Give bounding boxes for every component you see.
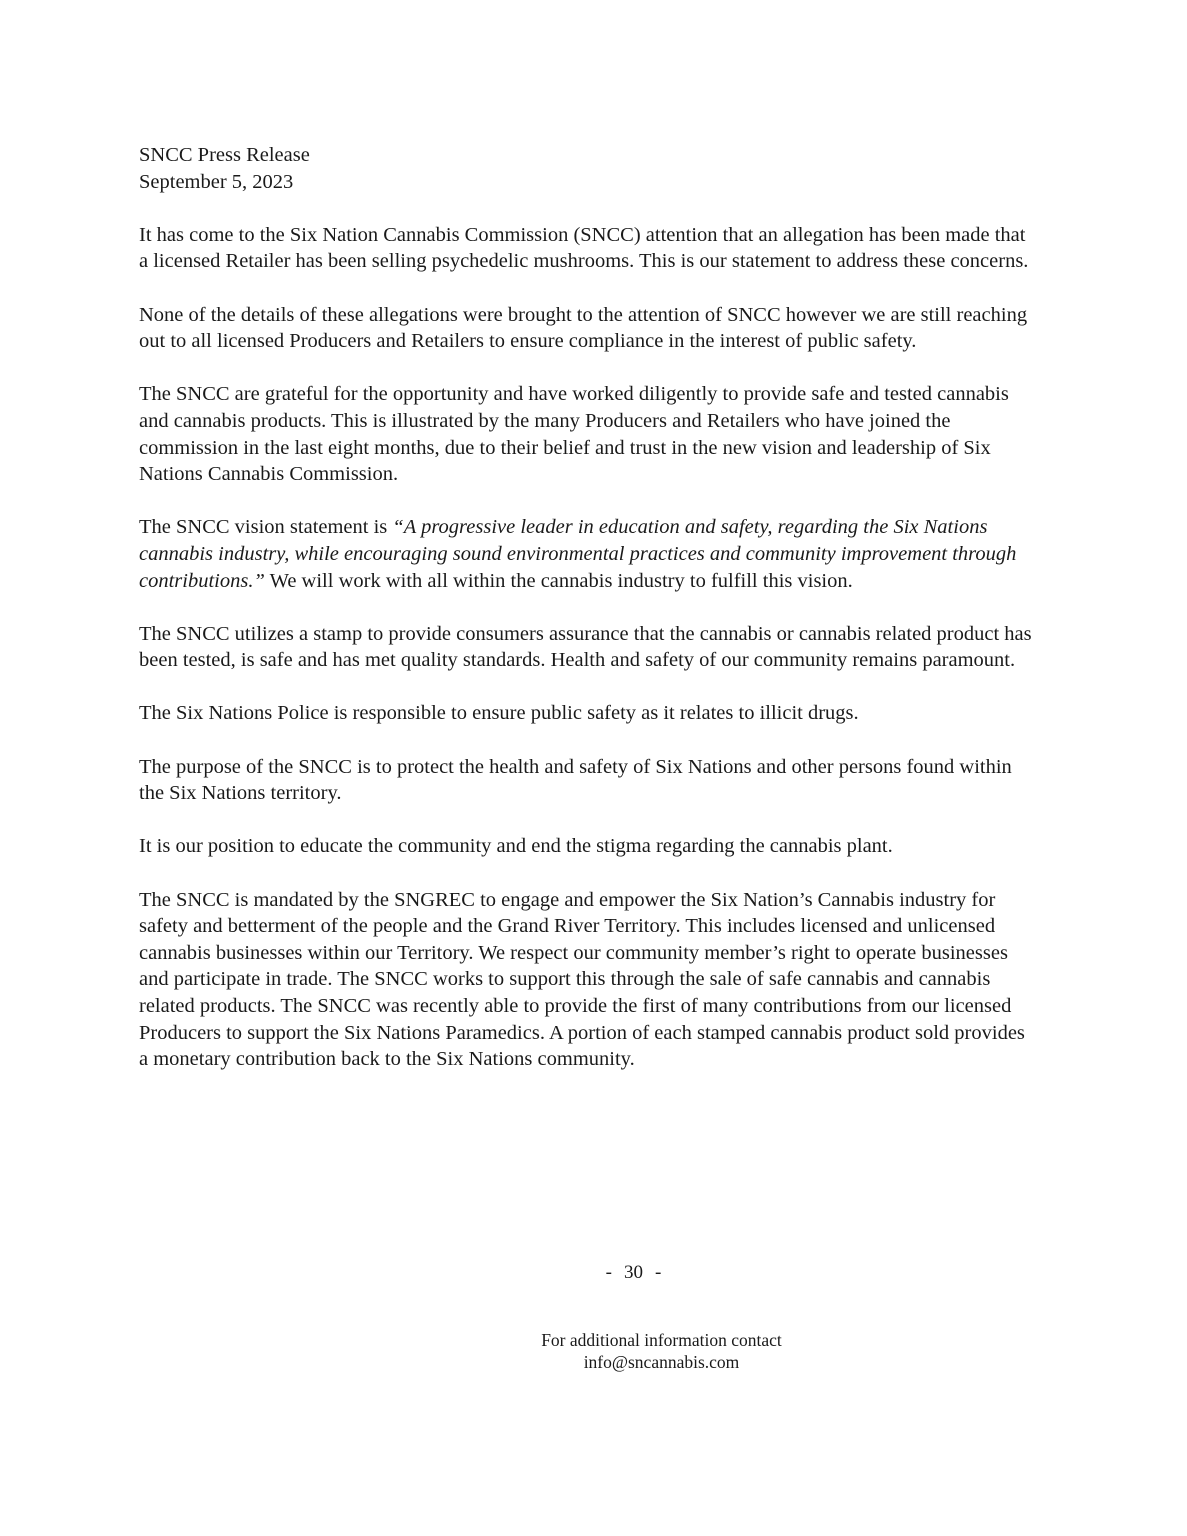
- footer-contact-line: For additional information contact: [541, 1330, 782, 1350]
- page-number-dash-right: -: [655, 1262, 662, 1283]
- paragraph-police: The Six Nations Police is responsible to ensure public safety as it relates to illicit drugs.: [139, 702, 859, 725]
- document-title: SNCC Press Release: [139, 144, 310, 166]
- paragraph-allegation: It has come to the Six Nation Cannabis Commission (SNCC) attention that an allegation has been made that a licensed Retailer has been selling psychedelic mushrooms. This is our statement to address these concerns.: [139, 223, 1029, 273]
- paragraph-vision-statement: [139, 514, 1039, 594]
- vision-tail-text: We will work with all within the cannabis industry to fulfill this vision.: [264, 569, 853, 592]
- document-body: [139, 142, 1039, 1073]
- paragraph-stamp: The SNCC utilizes a stamp to provide consumers assurance that the cannabis or cannabis related product has been tested, is safe and has met quality standards. Health and safety of our community remains paramount.: [139, 622, 1032, 672]
- page-number-dash-left: -: [605, 1262, 612, 1283]
- vision-quote: “A progressive leader in education and safety, regarding the Six Nations cannabis industry, while encouraging sound environmental practices and community improvement through contributions.”: [139, 516, 1017, 592]
- page-number: [40, 1262, 1187, 1284]
- paragraph-gratitude: The SNCC are grateful for the opportunity and have worked diligently to provide safe and tested cannabis and cannabis products. This is illustrated by the many Producers and Retailers who have joined the commission in the last eight months, due to their belief and trust in the new vision and leadership of Six Nations Cannabis Commission.: [139, 383, 1009, 486]
- paragraph-compliance: None of the details of these allegations were brought to the attention of SNCC however we are still reaching out to all licensed Producers and Retailers to ensure compliance in the interest of public safety.: [139, 303, 1028, 353]
- page-number-value: 30: [624, 1262, 643, 1283]
- footer-email: info@sncannabis.com: [583, 1352, 740, 1372]
- paragraph-education: It is our position to educate the community and end the stigma regarding the cannabis plant.: [139, 835, 893, 858]
- paragraph-mandate: The SNCC is mandated by the SNGREC to engage and empower the Six Nation’s Cannabis industry for safety and betterment of the people and the Grand River Territory. This includes licensed and unlicensed cannabis businesses within our Territory. We respect our community member’s right to operate businesses and participate in trade. The SNCC works to support this through the sale of safe cannabis and cannabis related products. The SNCC was recently able to provide the first of many contributions from our licensed Producers to support the Six Nations Paramedics. A portion of each stamped cannabis product sold provides a monetary contribution back to the Six Nations community.: [139, 888, 1025, 1071]
- footer-contact: [68, 1329, 1187, 1373]
- document-date: September 5, 2023: [139, 170, 294, 193]
- vision-lead-text: The SNCC vision statement is: [139, 516, 393, 539]
- paragraph-purpose: The purpose of the SNCC is to protect the health and safety of Six Nations and other persons found within the Six Nations territory.: [139, 755, 1012, 805]
